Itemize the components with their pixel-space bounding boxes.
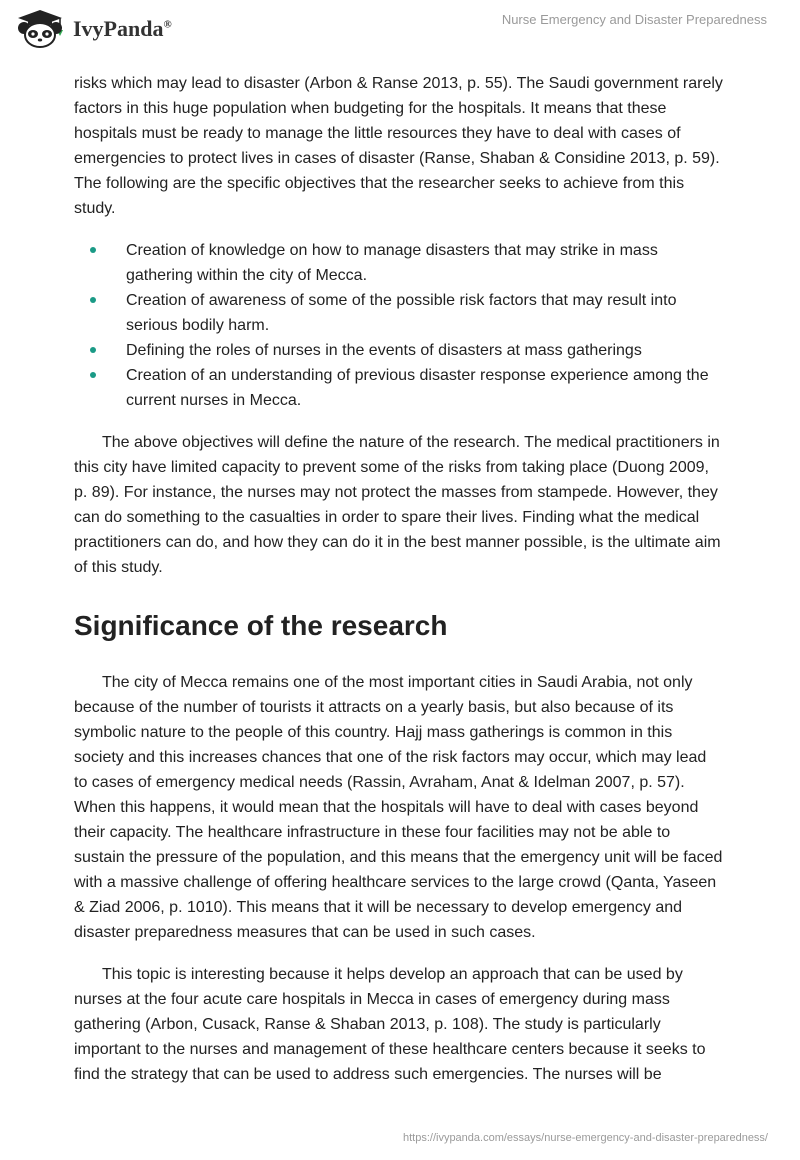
- bullet-icon: [90, 347, 96, 353]
- list-item: [74, 238, 724, 288]
- objectives-list: [74, 238, 724, 413]
- list-item: [74, 338, 724, 363]
- bullet-icon: [90, 247, 96, 253]
- panda-graduate-icon: [14, 8, 66, 48]
- registered-mark: ®: [163, 18, 172, 31]
- paragraph-4: This topic is interesting because it helps develop an approach that can be used by nurses at the four acute care hospitals in Mecca in cases of emergency during mass gathering (Arbon, Cusack, Ranse & Shaban 2013, p. 108). The study is particularly important to the nurses and management of these healthcare centers because it seeks to find the strategy that can be used to address such emergencies. The nurses will be: [74, 966, 706, 1083]
- brand-text: IvyPanda: [73, 16, 164, 41]
- paragraph-2: The above objectives will define the nature of the research. The medical practitioners in this city have limited capacity to prevent some of the risks from taking place (Duong 2009, p. 89). For instance, the nurses may not protect the masses from stampede. However, they can do something to the casualties in order to spare their lives. Finding what the medical practitioners can do, and how they can do it in the best manner possible, is the ultimate aim of this study.: [74, 434, 721, 576]
- list-item: [74, 363, 724, 413]
- list-item: [74, 288, 724, 338]
- bullet-icon: [90, 297, 96, 303]
- list-item-text: Defining the roles of nurses in the events of disasters at mass gatherings: [126, 342, 642, 359]
- document-title: Nurse Emergency and Disaster Preparedness: [501, 12, 767, 27]
- list-item-text: Creation of awareness of some of the possible risk factors that may result into serious bodily harm.: [126, 292, 677, 334]
- brand-name: [73, 16, 172, 42]
- essay-content: [74, 71, 724, 1087]
- brand-logo[interactable]: [14, 8, 172, 48]
- section-heading: Significance of the research: [74, 610, 448, 641]
- bullet-icon: [90, 372, 96, 378]
- page-header: [0, 0, 800, 70]
- paragraph-3: The city of Mecca remains one of the most important cities in Saudi Arabia, not only because of the number of tourists it attracts on a yearly basis, but also because of its symbolic nature to the people of this country. Hajj mass gatherings is common in this society and this increases chances that one of the risk factors may occur, which may lead to cases of emergency medical needs (Rassin, Avraham, Anat & Idelman 2007, p. 57). When this happens, it would mean that the hospitals will have to deal with cases beyond their capacity. The healthcare infrastructure in these four facilities may not be able to sustain the pressure of the population, and this means that the emergency unit will be faced with a massive challenge of offering healthcare services to the large crowd (Qanta, Yaseen & Ziad 2006, p. 1010). This means that it will be necessary to develop emergency and disaster preparedness measures that can be used in such cases.: [74, 674, 723, 941]
- list-item-text: Creation of knowledge on how to manage disasters that may strike in mass gathering within the city of Mecca.: [126, 242, 658, 284]
- source-url[interactable]: https://ivypanda.com/essays/nurse-emergency-and-disaster-preparedness/: [402, 1132, 768, 1144]
- paragraph-1: risks which may lead to disaster (Arbon & Ranse 2013, p. 55). The Saudi government rarely factors in this huge population when budgeting for the hospitals. It means that these hospitals must be ready to manage the little resources they have to deal with cases of emergencies to protect lives in cases of disaster (Ranse, Shaban & Considine 2013, p. 59). The following are the specific objectives that the researcher seeks to achieve from this study.: [74, 75, 723, 217]
- list-item-text: Creation of an understanding of previous disaster response experience among the current nurses in Mecca.: [126, 367, 709, 409]
